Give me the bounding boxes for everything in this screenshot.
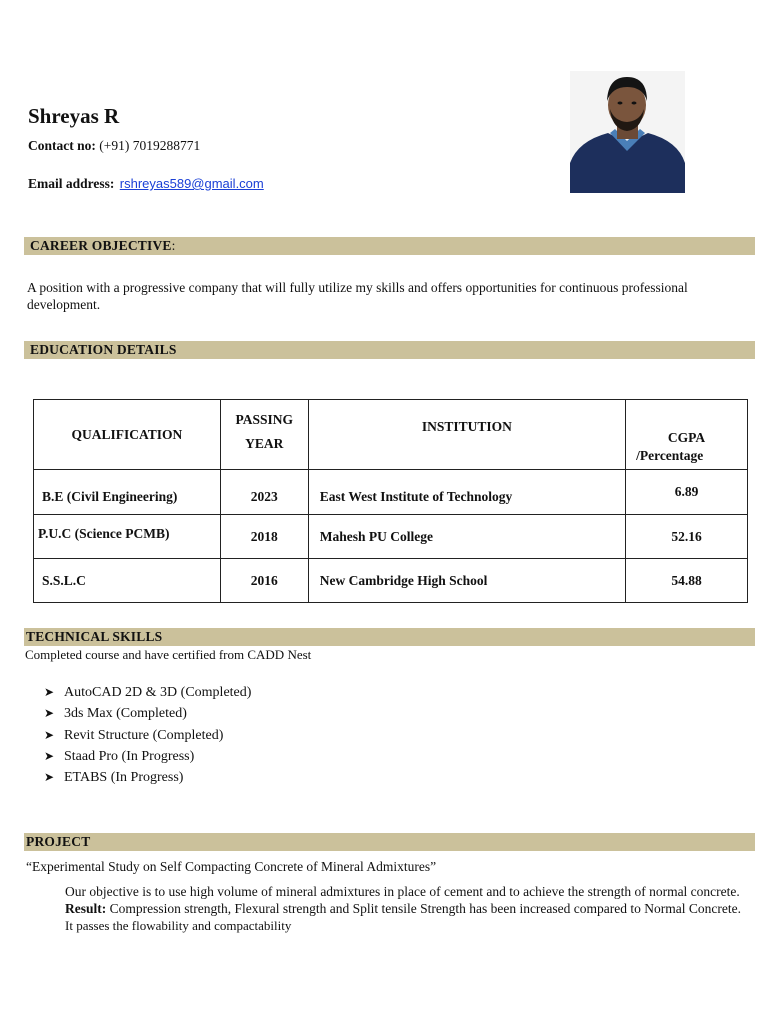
project-objective: Our objective is to use high volume of mineral admixtures in place of cement and to achieve the strength of normal concrete. [65,884,740,899]
contact-label: Contact no: [28,138,96,153]
table-row [34,559,748,603]
col-cgpa: CGPA /Percentage [626,400,748,470]
arrow-bullet-icon: ➤ [44,706,55,721]
person-photo-icon [570,71,685,193]
list-item: ➤ Revit Structure (Completed) [44,725,251,746]
career-objective-text: A position with a progressive company that will fully utilize my skills and offers opportunities for continuous professional development. [27,280,688,312]
col-passing-year: PASSING YEAR [220,400,308,470]
cell-score: 54.88 [626,559,748,603]
list-item: ➤ ETABS (In Progress) [44,767,251,788]
list-item: ➤ 3ds Max (Completed) [44,703,251,724]
cell-score: 6.89 [626,470,748,515]
project-result: Result: Compression strength, Flexural strength and Split tensile Strength has been increased compared to Normal Concrete. [65,901,741,916]
cell-institution: Mahesh PU College [308,515,625,559]
table-row [34,515,748,559]
cell-year: 2018 [220,515,308,559]
education-heading: EDUCATION DETAILS [24,341,755,359]
skills-list [44,682,251,788]
technical-skills-heading: TECHNICAL SKILLS [24,628,755,646]
email-link[interactable]: rshreyas589@gmail.com [119,176,264,191]
contact-line [28,138,200,154]
arrow-bullet-icon: ➤ [44,727,55,742]
career-objective-heading: CAREER OBJECTIVE: [24,237,755,255]
table-row [34,470,748,515]
arrow-bullet-icon: ➤ [44,770,55,785]
col-institution: INSTITUTION [308,400,625,470]
cell-institution: New Cambridge High School [308,559,625,603]
list-item: ➤ AutoCAD 2D & 3D (Completed) [44,682,251,703]
cell-year: 2016 [220,559,308,603]
list-item: ➤ Staad Pro (In Progress) [44,746,251,767]
project-note: It passes the flowability and compactability [65,918,292,933]
email-label: Email address: [28,176,115,191]
contact-number: (+91) 7019288771 [99,138,201,153]
education-table [33,399,748,603]
cell-score: 52.16 [626,515,748,559]
table-header-row [34,400,748,470]
cell-year: 2023 [220,470,308,515]
project-heading: PROJECT [24,833,755,851]
email-line [28,176,264,192]
cell-qualification: B.E (Civil Engineering) [34,470,221,515]
cell-qualification: P.U.C (Science PCMB) [34,515,221,559]
profile-photo [570,71,685,193]
arrow-bullet-icon: ➤ [44,748,55,763]
cell-institution: East West Institute of Technology [308,470,625,515]
result-label: Result: [65,901,107,916]
skills-intro: Completed course and have certified from CADD Nest [25,647,312,662]
cell-qualification: S.S.L.C [34,559,221,603]
project-title: “Experimental Study on Self Compacting Concrete of Mineral Admixtures” [26,859,437,874]
arrow-bullet-icon: ➤ [44,685,55,699]
project-description [65,883,745,934]
candidate-name: Shreyas R [28,104,120,128]
col-qualification: QUALIFICATION [34,400,221,470]
